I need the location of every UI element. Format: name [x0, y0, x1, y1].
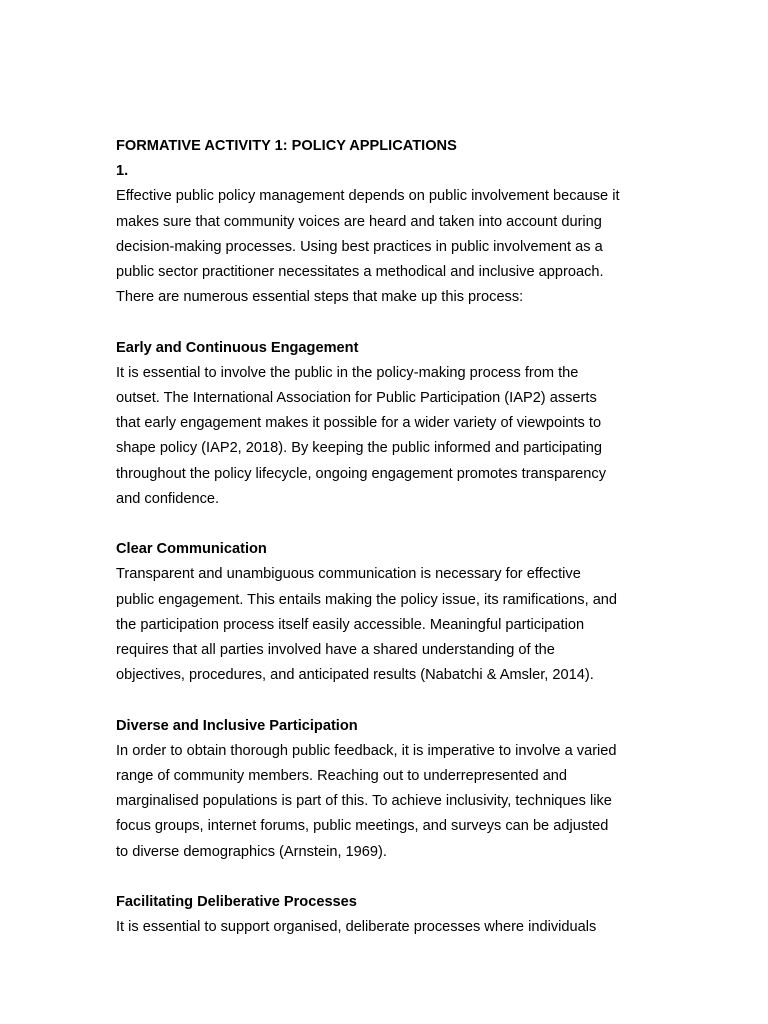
section-heading: Facilitating Deliberative Processes	[116, 894, 357, 911]
text-line: the participation process itself easily accessible. Meaningful participation	[116, 616, 585, 633]
section-paragraph	[116, 562, 656, 688]
question-number: 1.	[116, 163, 129, 180]
text-line: objectives, procedures, and anticipated results (Nabatchi & Amsler, 2014).	[116, 667, 594, 684]
section-paragraph	[116, 915, 656, 940]
text-line: to diverse demographics (Arnstein, 1969).	[116, 843, 387, 860]
text-line: Transparent and unambiguous communication is necessary for effective	[116, 566, 581, 583]
spacer	[116, 310, 656, 335]
text-line: There are numerous essential steps that make up this process:	[116, 289, 524, 306]
text-line: public engagement. This entails making the policy issue, its ramifications, and	[116, 591, 618, 608]
section-heading: Clear Communication	[116, 541, 267, 558]
section-heading: Diverse and Inclusive Participation	[116, 717, 358, 734]
text-line: requires that all parties involved have a shared understanding of the	[116, 642, 555, 659]
section-paragraph	[116, 361, 656, 512]
document-title: FORMATIVE ACTIVITY 1: POLICY APPLICATIONS	[116, 138, 457, 154]
spacer	[116, 512, 656, 537]
text-line: It is essential to involve the public in the policy-making process from the	[116, 364, 579, 381]
section-paragraph	[116, 739, 656, 865]
text-line: decision-making processes. Using best practices in public involvement as a	[116, 238, 603, 255]
spacer	[116, 865, 656, 890]
spacer	[116, 688, 656, 713]
text-line: outset. The International Association for Public Participation (IAP2) asserts	[116, 390, 597, 407]
text-line: public sector practitioner necessitates a methodical and inclusive approach.	[116, 264, 604, 281]
text-line: In order to obtain thorough public feedback, it is imperative to involve a varied	[116, 742, 617, 759]
text-line: that early engagement makes it possible for a wider variety of viewpoints to	[116, 415, 602, 432]
text-line: It is essential to support organised, deliberate processes where individuals	[116, 919, 597, 936]
text-line: focus groups, internet forums, public meetings, and surveys can be adjusted	[116, 818, 609, 835]
section-heading: Early and Continuous Engagement	[116, 339, 359, 356]
document-body	[116, 134, 656, 940]
text-line: throughout the policy lifecycle, ongoing engagement promotes transparency	[116, 465, 607, 482]
intro-paragraph	[116, 184, 656, 310]
text-line: and confidence.	[116, 490, 220, 507]
text-line: shape policy (IAP2, 2018). By keeping the public informed and participating	[116, 440, 602, 457]
text-line: marginalised populations is part of this. To achieve inclusivity, techniques like	[116, 793, 612, 810]
text-line: makes sure that community voices are heard and taken into account during	[116, 213, 602, 230]
text-line: Effective public policy management depends on public involvement because it	[116, 188, 620, 205]
text-line: range of community members. Reaching out to underrepresented and	[116, 768, 568, 785]
